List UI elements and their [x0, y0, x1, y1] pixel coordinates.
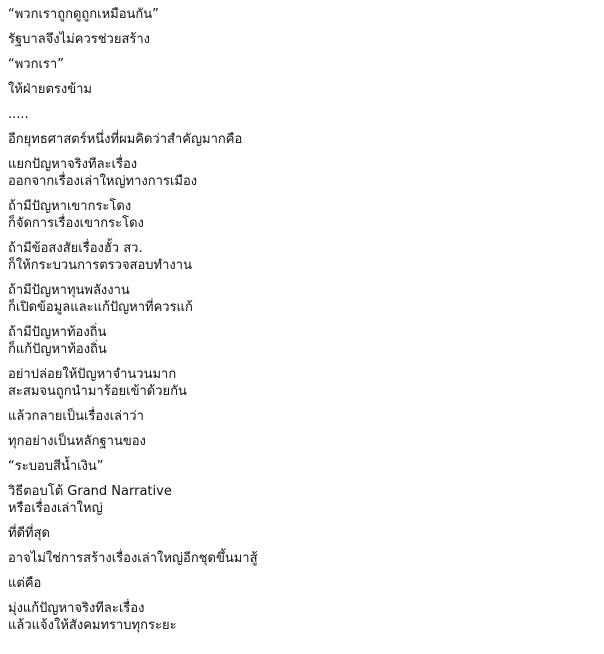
paragraph — [8, 550, 258, 567]
paragraph — [8, 575, 41, 592]
paragraph — [8, 525, 50, 542]
text-line: หรือเรื่องเล่าใหญ่ — [8, 501, 103, 516]
paragraph — [8, 240, 192, 274]
paragraph — [8, 408, 144, 425]
text-line: ออกจากเรื่องเล่าใหญ่ทางการเมือง — [8, 174, 198, 189]
paragraph — [8, 366, 187, 400]
text-line: รัฐบาลจึงไม่ควรช่วยสร้าง — [8, 32, 151, 47]
text-line: แต่คือ — [8, 576, 42, 591]
text-line: แยกปัญหาจริงทีละเรื่อง — [8, 157, 138, 172]
text-line: สะสมจนถูกนำมาร้อยเข้าด้วยกัน — [8, 384, 187, 399]
text-line: ก็แก้ปัญหาท้องถิ่น — [8, 342, 107, 357]
paragraph — [8, 81, 92, 98]
text-line: ถ้ามีปัญหาท้องถิ่น — [8, 325, 107, 340]
paragraph — [8, 483, 172, 517]
text-line: ที่ดีที่สุด — [8, 526, 50, 541]
text-line: แล้วกลายเป็นเรื่องเล่าว่า — [8, 409, 144, 424]
text-line: ถ้ามีข้อสงสัยเรื่องฮั้ว สว. — [8, 241, 143, 256]
text-line: มุ่งแก้ปัญหาจริงทีละเรื่อง — [8, 601, 145, 616]
text-line: ถ้ามีปัญหาเขากระโดง — [8, 199, 132, 214]
paragraph — [8, 198, 144, 232]
paragraph — [8, 31, 150, 48]
paragraph — [8, 458, 104, 475]
text-line: อีกยุทธศาสตร์หนึ่งที่ผมคิดว่าสำคัญมากคือ — [8, 132, 243, 147]
text-line: ก็เปิดข้อมูลและแก้ปัญหาที่ควรแก้ — [8, 300, 193, 315]
text-line: ถ้ามีปัญหาทุนพลังงาน — [8, 283, 130, 298]
text-line: ให้ฝ่ายตรงข้าม — [8, 82, 92, 97]
text-line: ทุกอย่างเป็นหลักฐานของ — [8, 434, 146, 449]
paragraph — [8, 324, 107, 358]
text-line: ..... — [8, 107, 29, 122]
text-line: อย่าปล่อยให้ปัญหาจำนวนมาก — [8, 367, 177, 382]
paragraph — [8, 600, 177, 634]
paragraph — [8, 131, 242, 148]
paragraph — [8, 156, 197, 190]
paragraph — [8, 56, 64, 73]
text-line: ก็ให้กระบวนการตรวจสอบทำงาน — [8, 258, 192, 273]
paragraph — [8, 282, 193, 316]
text-line: วิธีตอบโต้ Grand Narrative — [8, 484, 172, 499]
text-line: แล้วแจ้งให้สังคมทราบทุกระยะ — [8, 618, 177, 633]
text-line: อาจไม่ใช่การสร้างเรื่องเล่าใหญ่อีกชุดขึ้นมาสู้ — [8, 551, 258, 566]
text-line: “ระบอบสีน้ำเงิน” — [8, 459, 104, 474]
paragraph — [8, 433, 146, 450]
text-line: “พวกเรา” — [8, 57, 64, 72]
text-line: ก็จัดการเรื่องเขากระโดง — [8, 216, 144, 231]
text-line: “พวกเราถูกดูถูกเหมือนกัน” — [8, 7, 159, 22]
paragraph — [8, 106, 29, 123]
paragraph — [8, 6, 159, 23]
